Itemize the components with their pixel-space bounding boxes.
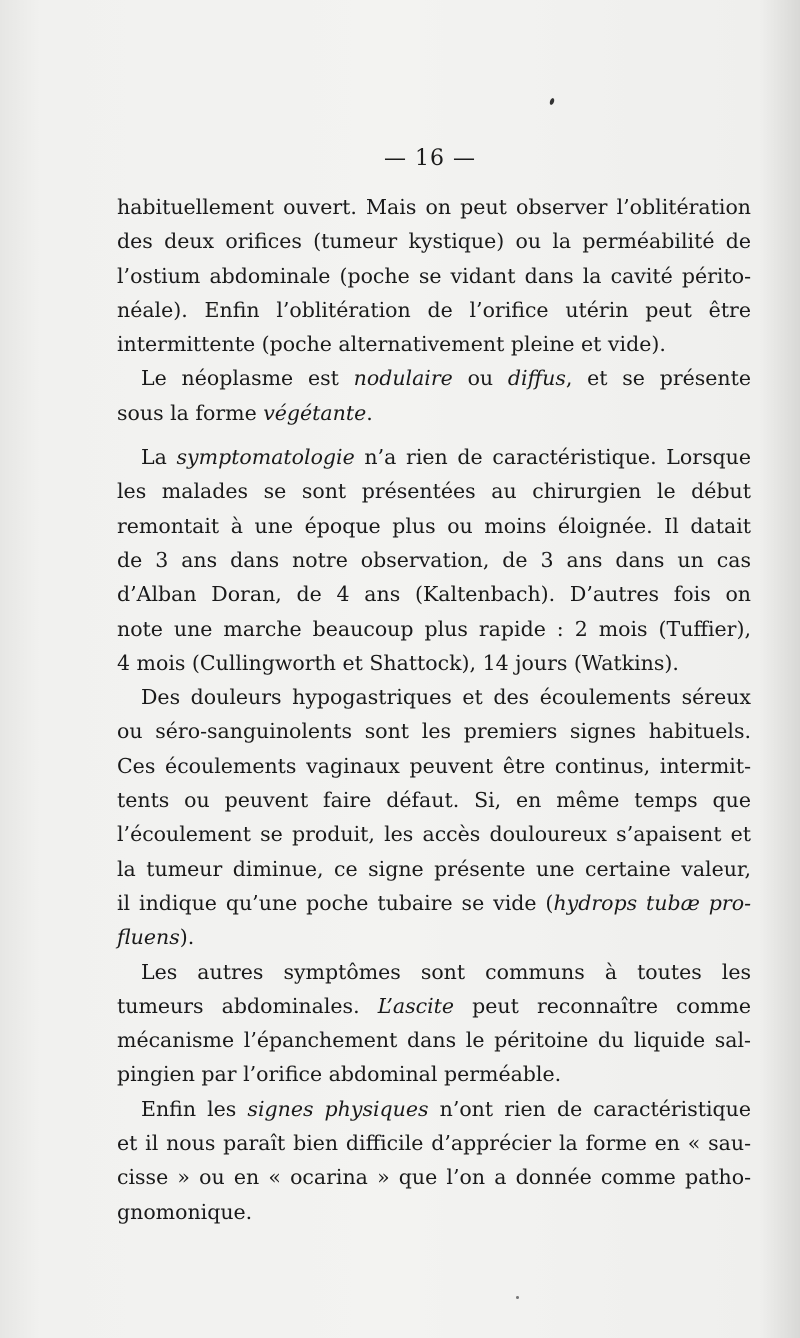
text-line: les malades se sont présentées au chirurgien le début xyxy=(117,479,751,504)
text-line: Ces écoulements vaginaux peuvent être continus, intermit- xyxy=(117,753,751,778)
text-line: cisse » ou en « ocarina » que l’on a donnée comme patho- xyxy=(117,1165,751,1190)
text-line: fluens). xyxy=(117,925,195,950)
text-line: Le néoplasme est nodulaire ou diffus, et se présente xyxy=(141,366,752,391)
text-line: tents ou peuvent faire défaut. Si, en même temps que xyxy=(117,788,751,813)
text-line: tumeurs abdominales. L’ascite peut reconnaître comme xyxy=(117,993,751,1018)
paragraph-1 xyxy=(117,190,751,361)
text-line: La symptomatologie n’a rien de caractéristique. Lorsque xyxy=(141,445,752,470)
text-line: note une marche beaucoup plus rapide : 2 mois (Tuffier), xyxy=(117,616,751,641)
paragraph-3 xyxy=(117,440,751,680)
text-line: Les autres symptômes sont communs à toutes les xyxy=(141,959,751,984)
text-line: et il nous paraît bien difficile d’apprécier la forme en « sau- xyxy=(117,1131,751,1156)
text-line: Des douleurs hypogastriques et des écoulements séreux xyxy=(141,685,751,710)
paragraph-4 xyxy=(117,680,751,954)
page-number: — 16 — xyxy=(384,146,476,171)
ink-speck xyxy=(549,98,555,106)
text-line: de 3 ans dans notre observation, de 3 ans dans un cas xyxy=(117,547,751,572)
text-line: des deux orifices (tumeur kystique) ou la perméabilité de xyxy=(117,229,751,254)
text-line: néale). Enfin l’oblitération de l’orifice utérin peut être xyxy=(117,297,751,322)
body-text xyxy=(117,190,751,1229)
paragraph-5 xyxy=(117,955,751,1092)
paragraph-2 xyxy=(117,361,751,430)
text-line: habituellement ouvert. Mais on peut observer l’oblitération xyxy=(117,195,751,219)
ink-speck xyxy=(516,1296,519,1299)
text-line: pingien par l’orifice abdominal perméable. xyxy=(117,1062,562,1087)
text-line: mécanisme l’épanchement dans le péritoine du liquide sal- xyxy=(117,1028,751,1053)
text-line: l’ostium abdominale (poche se vidant dans la cavité périto- xyxy=(117,263,751,288)
text-line: gnomonique. xyxy=(117,1199,253,1224)
text-line: ou séro-sanguinolents sont les premiers signes habituels. xyxy=(117,719,751,744)
text-line: sous la forme végétante. xyxy=(117,400,373,425)
text-line: la tumeur diminue, ce signe présente une certaine valeur, xyxy=(117,856,751,881)
text-line: intermittente (poche alternativement pleine et vide). xyxy=(117,332,666,357)
text-line: Enfin les signes physiques n’ont rien de caractéristique xyxy=(141,1096,751,1121)
paragraph-6 xyxy=(117,1092,751,1229)
text-line: l’écoulement se produit, les accès douloureux s’apaisent et xyxy=(117,822,751,847)
text-line: remontait à une époque plus ou moins éloignée. Il datait xyxy=(117,513,751,538)
text-line: d’Alban Doran, de 4 ans (Kaltenbach). D’autres fois on xyxy=(117,582,751,607)
text-line: il indique qu’une poche tubaire se vide (hydrops tubæ pro- xyxy=(117,890,751,915)
text-line: 4 mois (Cullingworth et Shattock), 14 jours (Watkins). xyxy=(117,650,679,675)
